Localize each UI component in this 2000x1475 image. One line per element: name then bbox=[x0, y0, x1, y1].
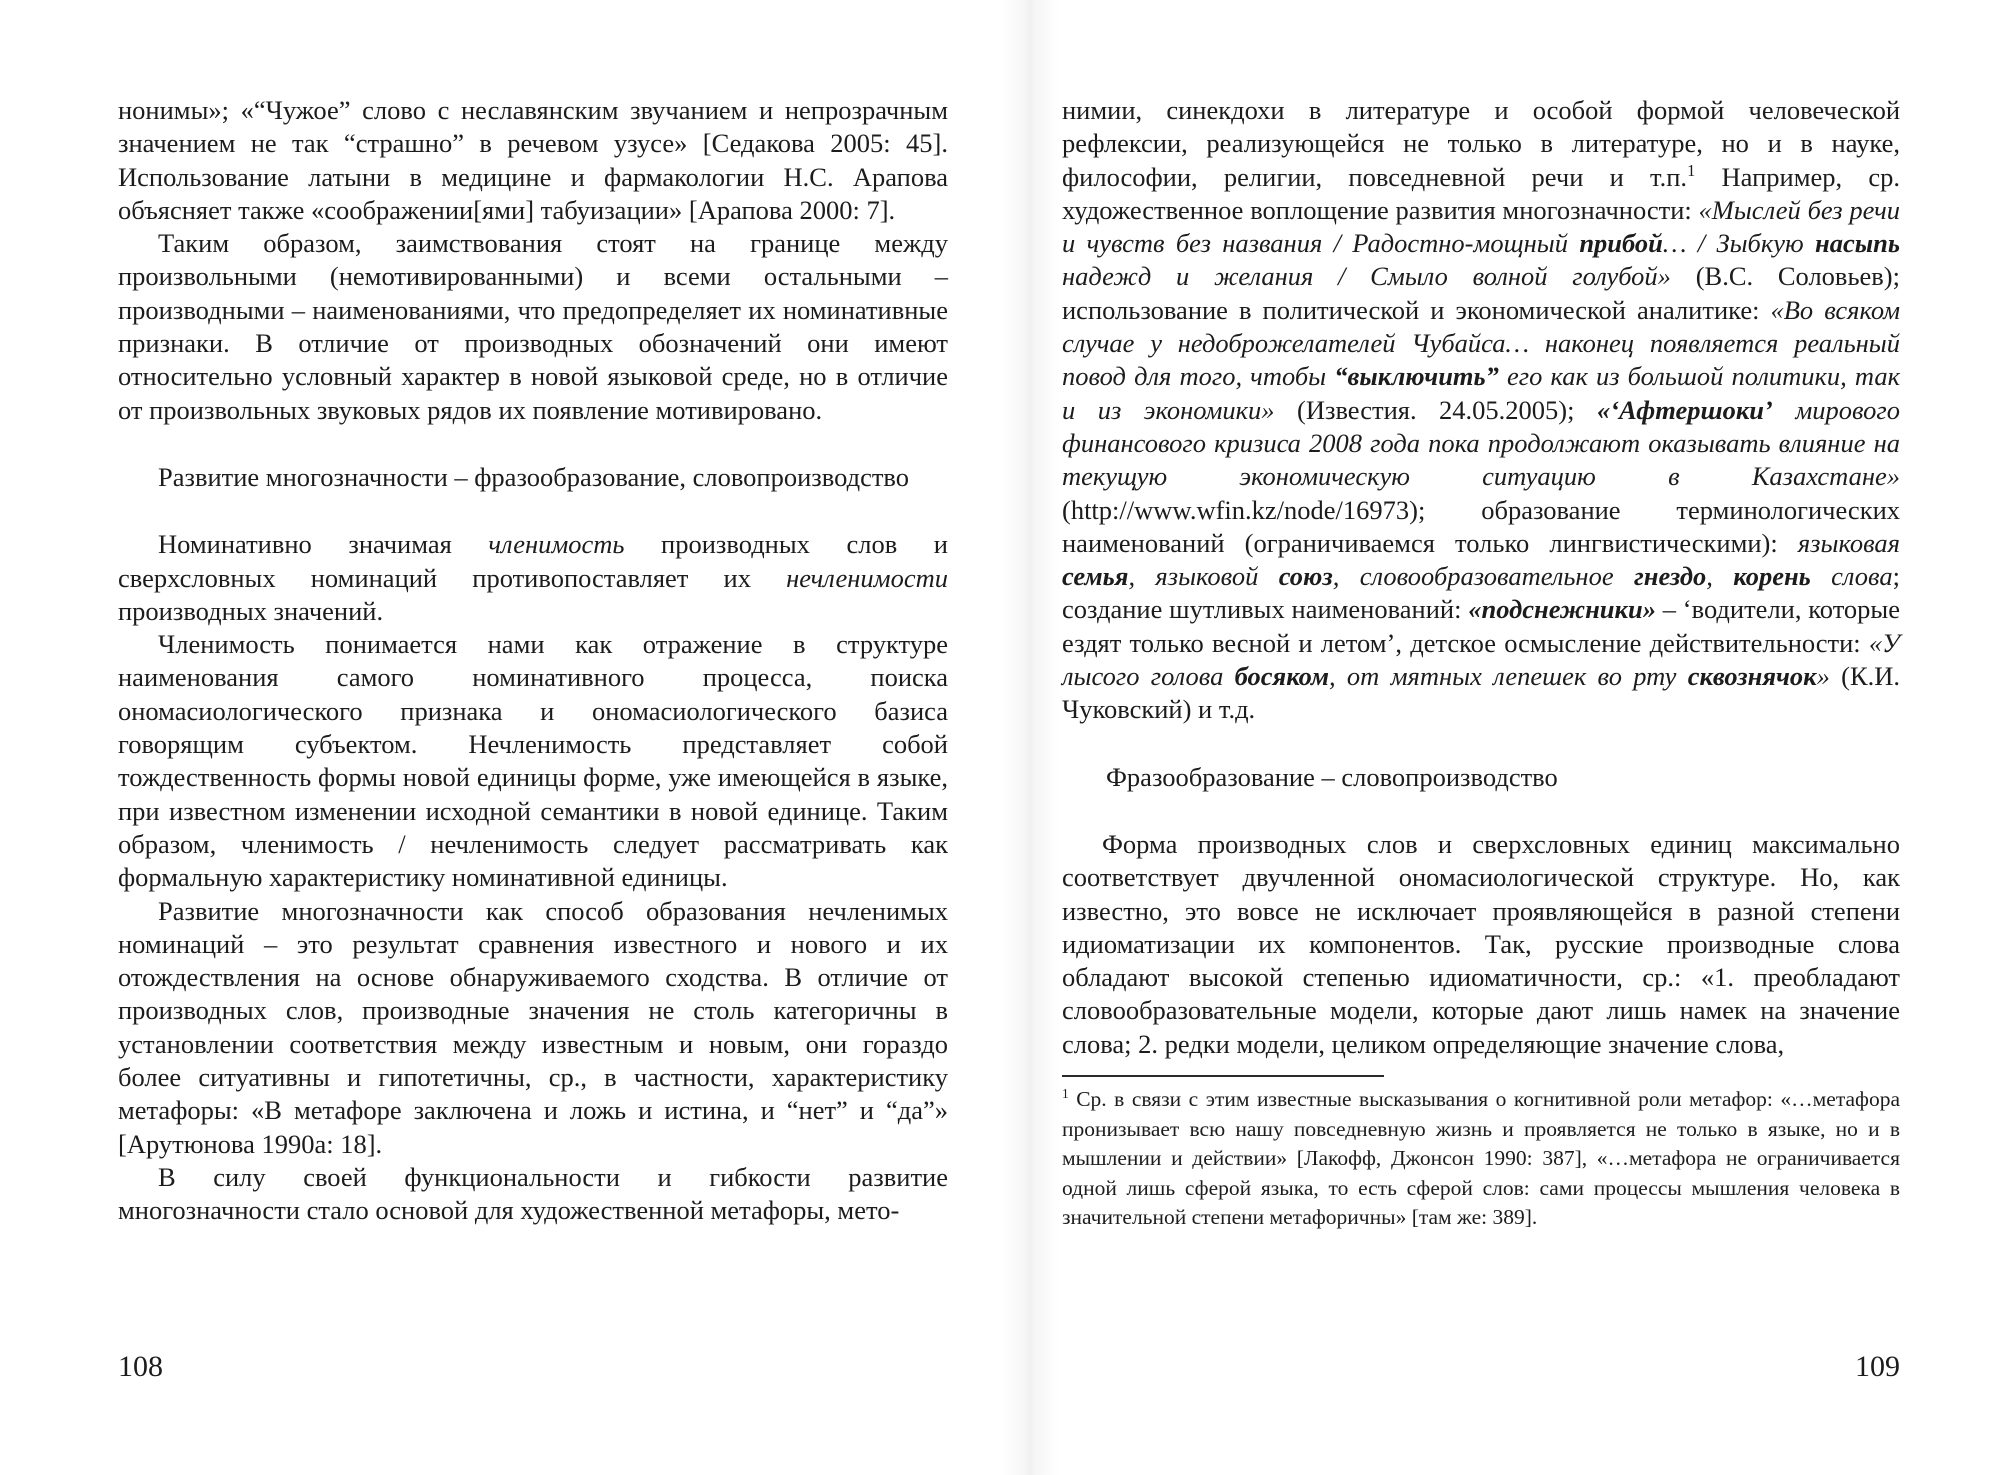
text-run: (http://www.wfin.kz/node/16973); образование терминологических наименований (ограничиваемся только лингвистическими): bbox=[1062, 494, 1900, 558]
text-run: Например, ср. художественное воплощение развития многозначности: bbox=[1062, 161, 1900, 225]
left-paragraph-3 bbox=[118, 528, 948, 628]
right-page bbox=[1000, 0, 2000, 1475]
bold-italic-term: «‘Афтершоки’ bbox=[1596, 394, 1773, 425]
bold-italic-term: босяком bbox=[1234, 661, 1330, 692]
footnote-number: 1 bbox=[1062, 1085, 1069, 1101]
italic-term: , bbox=[1706, 561, 1734, 592]
section-heading-phrase-formation: Фразообразование – словопроизводство bbox=[1106, 761, 1558, 792]
left-page-body bbox=[118, 94, 948, 1228]
italic-quote: мирового финансового кризиса 2008 года пока продолжают оказывать влияние на текущую экономическую ситуацию в Казахстане» bbox=[1062, 394, 1900, 492]
bold-italic-term: семья bbox=[1062, 561, 1129, 592]
left-paragraph-6: В силу своей функциональности и гибкости развитие многозначности стало основой для художественной метафоры, мето- bbox=[118, 1161, 948, 1226]
bold-italic-term: корень bbox=[1733, 561, 1811, 592]
bold-italic-term: прибой bbox=[1579, 228, 1663, 259]
bold-italic-term: насыпь bbox=[1815, 228, 1900, 259]
left-paragraph-2: Таким образом, заимствования стоят на границе между произвольными (немотивированными) и всеми остальными – производными – наименованиями, что предопределяет их номинативные признаки. В отличие от производных обозначений они имеют относительно условный характер в новой языковой среде, но в отличие от произвольных звуковых рядов их появление мотивировано. bbox=[118, 228, 948, 425]
italic-quote: его как из большой политики, так и из экономики» bbox=[1062, 361, 1901, 425]
right-paragraph-2: Форма производных слов и сверхсловных единиц максимально соответствует двучленной ономасиологической структуре. Но, как известно, это вовсе не исключает проявляющейся в разной степени идиоматизации их компонентов. Так, русские производные слова обладают высокой степенью идиоматичности, ср.: «1. преобладают словообразовательные модели, которые дают лишь намек на значение слова; 2. редки модели, целиком определяющие значение слова, bbox=[1062, 828, 1900, 1059]
italic-quote: , от мятных лепешек во рту bbox=[1329, 661, 1688, 692]
text-run: – ‘водители, которые ездят только весной и летом’, детское осмысление действительности: bbox=[1062, 594, 1900, 658]
text-run: Номинативно значимая bbox=[158, 529, 489, 560]
right-page-body bbox=[1062, 94, 1900, 1233]
text-run: ; создание шутливых наименований: bbox=[1062, 561, 1900, 625]
italic-quote: «Мыслей без речи и чувств без названия / Радостно-мощный bbox=[1062, 194, 1900, 259]
text-run: производных значений. bbox=[118, 595, 384, 626]
italic-quote: надежд и желания / Смыло волной голубой» bbox=[1062, 261, 1671, 292]
italic-term: слова bbox=[1810, 561, 1893, 592]
italic-term-chlenimost: членимость bbox=[488, 529, 625, 560]
section-heading-polysemy: Развитие многозначности – фразообразование, словопроизводство bbox=[158, 461, 909, 492]
italic-term: , языковой bbox=[1128, 561, 1279, 592]
text-run: нимии, синекдохи в литературе и особой формой человеческой рефлексии, реализующейся не только в литературе, но и в науке, философии, религии, повседневной речи и т.п. bbox=[1062, 95, 1900, 192]
left-paragraph-4: Членимость понимается нами как отражение в структуре наименования самого номинативного процесса, поиска ономасиологического признака и ономасиологического базиса говорящим субъектом. Нечленимость представляет собой тождественность формы новой единицы форме, уже имеющейся в языке, при известном изменении исходной семантики в новой единице. Таким образом, членимость / нечленимость следует рассматривать как формальную характеристику номинативной единицы. bbox=[118, 629, 948, 893]
bold-italic-term: союз bbox=[1278, 561, 1333, 592]
italic-quote: «У лысого голова bbox=[1062, 627, 1900, 692]
page-number-left: 108 bbox=[118, 1350, 163, 1383]
left-paragraph-5: Развитие многозначности как способ образования нечленимых номинаций – это результат сравнения известного и нового и их отождествления на основе обнаруживаемого сходства. В отличие от производных слов, производные значения не столь категоричны в установлении соответствия между известным и новым, они гораздо более ситуативны и гипотетичны, ср., в частности, характеристику метафоры: «В метафоре заключена и ложь и истина, и “нет” и “да”» [Арутюнова 1990а: 18]. bbox=[118, 895, 948, 1159]
text-run: (Известия. 24.05.2005); bbox=[1274, 394, 1597, 425]
footnote-marker: 1 bbox=[1687, 160, 1696, 180]
italic-quote: » bbox=[1816, 661, 1830, 692]
italic-quote: «Во всяком случае у недоброжелателей Чубайса… наконец появляется реальный повод для того, чтобы bbox=[1062, 294, 1900, 392]
bold-italic-term: сквознячок bbox=[1687, 661, 1817, 692]
text-run: производных слов и сверхсловных номинаций противопоставляет их bbox=[118, 529, 948, 593]
text-run: (К.И. Чуковский) и т.д. bbox=[1062, 661, 1901, 725]
italic-term: языковая bbox=[1797, 527, 1900, 558]
italic-term: , словообразовательное bbox=[1332, 561, 1634, 592]
bold-italic-term: “выключить” bbox=[1334, 361, 1499, 392]
footnote-1 bbox=[1062, 1085, 1900, 1233]
bold-italic-term: гнездо bbox=[1633, 561, 1707, 592]
left-paragraph-1: нонимы»; «“Чужое” слово с неславянским звучанием и непрозрачным значением не так “страшно” в речевом узусе» [Седакова 2005: 45]. Использование латыни в медицине и фармакологии Н.С. Арапова объясняет также «соображении[ями] табуизации» [Арапова 2000: 7]. bbox=[118, 95, 948, 225]
italic-quote: … / Зыбкую bbox=[1662, 228, 1816, 259]
italic-term-nechlenimost: нечленимости bbox=[786, 562, 948, 593]
text-run: (В.С. Соловьев); использование в политической и экономической аналитике: bbox=[1062, 261, 1900, 325]
right-paragraph-1 bbox=[1062, 94, 1900, 727]
bold-italic-term: «подснежники» bbox=[1468, 594, 1656, 625]
page-number-right: 109 bbox=[1855, 1350, 1900, 1383]
footnote-separator bbox=[1062, 1075, 1384, 1077]
footnote-text: Ср. в связи с этим известные высказывания о когнитивной роли метафор: «…метафора пронизывает всю нашу повседневную жизнь и проявляется не только в языке, но и в мышлении и действии» [Лакофф, Джонсон 1990: 387], «…метафора не ограничивается одной лишь сферой языка, то есть сферой слов: сами процессы мышления человека в значительной степени метафоричны» [там же: 389]. bbox=[1062, 1087, 1900, 1230]
